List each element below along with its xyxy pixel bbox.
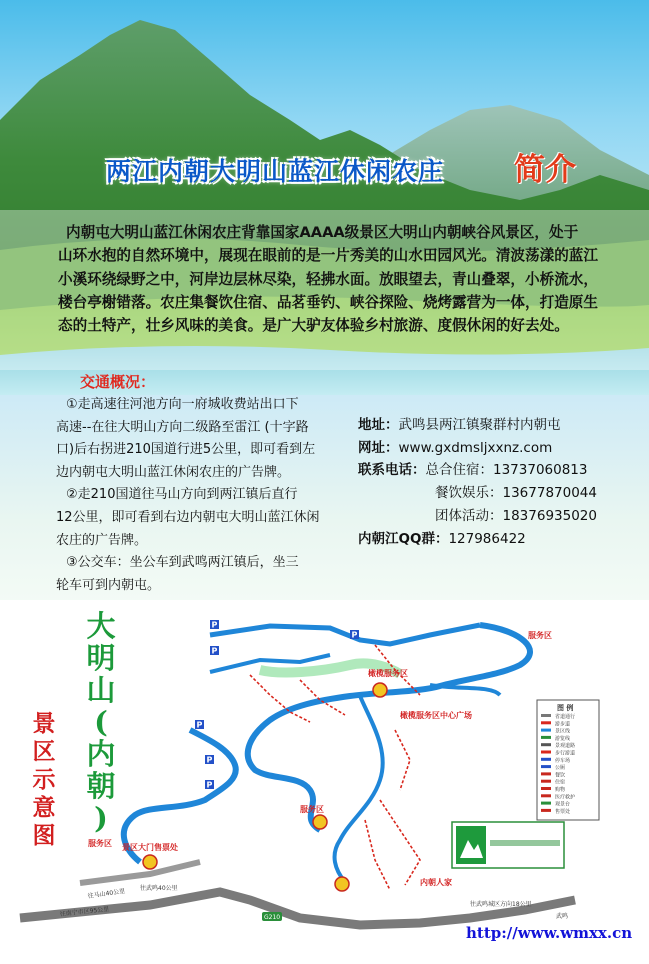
legend-item: 游步道	[555, 721, 571, 728]
legend-swatch	[541, 809, 551, 812]
traffic-line: ①走高速往河池方向一府城收费站出口下	[66, 397, 299, 412]
traffic-line: 农庄的广告牌。	[56, 532, 148, 548]
map-side-title	[84, 610, 118, 834]
road-label: G210	[264, 914, 281, 921]
side-road	[80, 862, 200, 883]
legend-swatch	[541, 802, 551, 805]
side-subtitle-char: 景	[32, 710, 56, 737]
scenery-banner	[0, 0, 649, 395]
legend-item: 观景台	[555, 801, 571, 808]
legend-swatch	[541, 758, 551, 761]
website-link[interactable]: www.gxdmsljxxnz.com	[398, 439, 553, 456]
traffic-line: ②走210国道往马山方向到两江镇后直行	[66, 487, 298, 503]
page-title-suffix: 简介	[514, 152, 576, 188]
svg-text:P: P	[211, 620, 218, 630]
side-title-char: 山	[86, 673, 116, 707]
legend-swatch	[541, 765, 551, 768]
intro-line: 内朝屯大明山蓝江休闲农庄背靠国家AAAA级景区大明山内朝峡谷风景区，处于	[66, 224, 579, 241]
brand-logo	[452, 822, 564, 868]
traffic-line: ③公交车：坐公车到武鸣两江镇后，坐三	[66, 555, 299, 571]
parking-markers	[195, 620, 359, 790]
page-title: 两江内朝大明山蓝江休闲农庄	[106, 157, 445, 186]
traffic-heading: 交通概况：	[80, 373, 156, 391]
map-side-subtitle	[30, 710, 58, 850]
website-label: 网址：	[358, 439, 399, 456]
phone-name: 团体活动：	[435, 507, 503, 524]
service-area-label: 服务区	[300, 805, 324, 814]
center-service-label: 橄榄服务区	[368, 669, 408, 678]
legend-swatch	[541, 780, 551, 783]
legend-item: 景观道路	[555, 743, 576, 750]
map-legend	[537, 700, 599, 820]
traffic-line: 高速--在往大明山方向二级路至雷江 (十字路	[56, 419, 309, 435]
contact-info	[358, 414, 597, 550]
legend-swatch	[541, 729, 551, 732]
service-area-label: 服务区	[88, 839, 112, 848]
address-row	[358, 414, 597, 437]
phone-row	[358, 482, 597, 505]
traffic-line: 轮车可到内朝屯。	[56, 577, 161, 593]
road-direction-label: 往武鸣40公里	[140, 885, 178, 892]
legend-item: 医疗救护	[555, 794, 576, 801]
address-value: 武鸣县两江镇聚群村内朝屯	[398, 417, 561, 433]
road-direction-label: 往南宁市区95公里	[59, 905, 110, 918]
address-label: 地址：	[358, 417, 399, 433]
qq-row	[358, 528, 597, 551]
side-subtitle-char: 意	[32, 794, 56, 821]
road-direction-label: 往马山40公里	[87, 887, 126, 900]
watermark-link[interactable]: http://www.wmxx.cn	[466, 924, 633, 942]
legend-item: 步行游道	[555, 750, 576, 757]
legend-swatch	[541, 772, 551, 775]
legend-item: 景区线	[555, 728, 571, 735]
legend-item: 购物	[555, 787, 566, 793]
legend-item: 游览线	[555, 735, 571, 742]
intro-line: 小溪环绕绿野之中，河岸边层林尽染，轻拂水面。放眼望去，青山叠翠，小桥流水，	[58, 270, 598, 288]
phone-row	[358, 505, 597, 528]
phone-label: 联系电话：	[358, 462, 426, 479]
traffic-line: 12公里，即可看到右边内朝屯大明山蓝江休闲	[56, 509, 320, 525]
legend-swatch	[541, 721, 551, 724]
side-subtitle-char: 图	[32, 822, 56, 849]
phone-row	[358, 459, 597, 482]
wuming-label: 武鸣	[556, 913, 569, 920]
river	[248, 625, 530, 830]
ticket-office-label: 景区大门售票处	[122, 843, 178, 852]
side-subtitle-char: 示	[32, 766, 56, 793]
svg-text:P: P	[196, 720, 203, 730]
side-subtitle-char: 区	[32, 738, 56, 765]
legend-swatch	[541, 736, 551, 739]
legend-swatch	[541, 743, 551, 746]
scenic-area-map	[0, 600, 649, 960]
neichao-label: 内朝人家	[420, 878, 452, 887]
legend-item: 售票处	[555, 808, 571, 815]
legend-item: 住宿	[555, 779, 566, 786]
legend-item: 餐饮	[555, 772, 566, 779]
side-title-char: 朝	[86, 769, 116, 803]
service-area-label: 服务区	[528, 631, 552, 640]
legend-swatch	[541, 794, 551, 797]
side-title-char: 内	[86, 737, 116, 771]
traffic-line: 口)后右拐进210国道行进5公里，即可看到左	[56, 442, 316, 458]
svg-text:P: P	[206, 780, 213, 790]
legend-item: 省道通行	[555, 714, 576, 720]
qq-label: 内朝江QQ群：	[358, 530, 449, 547]
side-title-char: (	[94, 705, 108, 739]
river	[210, 625, 480, 644]
intro-line: 山环水抱的自然环境中，展现在眼前的是一片秀美的山水田园风光。清波荡漾的蓝江	[58, 247, 598, 265]
intro-line: 态的土特产，壮乡风味的美食。是广大驴友体验乡村旅游、度假休闲的好去处。	[58, 317, 569, 335]
svg-text:P: P	[206, 755, 213, 765]
intro-paragraph	[58, 221, 610, 337]
river	[335, 696, 383, 882]
center-square-label: 橄榄服务区中心广场	[400, 711, 472, 720]
phone-number[interactable]: 13677870044	[502, 485, 597, 502]
legend-swatch	[541, 751, 551, 754]
side-title-char: 明	[86, 641, 116, 675]
service-area-markers	[143, 683, 387, 891]
svg-text:P: P	[351, 630, 358, 640]
traffic-directions	[56, 394, 346, 597]
phone-name: 餐饮娱乐：	[435, 485, 503, 502]
road-direction-label: 往武鸣城区方向18公里	[470, 901, 532, 908]
river	[430, 685, 500, 695]
website-row	[358, 437, 597, 460]
phone-name: 总合住宿：	[425, 462, 493, 479]
legend-item: 停车场	[555, 757, 571, 764]
qq-number[interactable]: 127986422	[448, 530, 526, 547]
legend-title: 图 例	[557, 704, 574, 712]
intro-line: 楼台亭榭错落。农庄集餐饮住宿、品茗垂钓、峡谷探险、烧烤露营为一体，打造原生	[58, 293, 598, 311]
svg-text:P: P	[211, 646, 218, 656]
legend-item: 公厕	[555, 765, 566, 772]
side-title-char: )	[94, 801, 108, 835]
legend-swatch	[541, 787, 551, 790]
phone-number[interactable]: 13737060813	[493, 462, 588, 479]
phone-number[interactable]: 18376935020	[502, 507, 597, 524]
side-title-char: 大	[86, 609, 116, 643]
traffic-line: 边内朝屯大明山蓝江休闲农庄的广告牌。	[56, 464, 291, 480]
legend-swatch	[541, 714, 551, 717]
